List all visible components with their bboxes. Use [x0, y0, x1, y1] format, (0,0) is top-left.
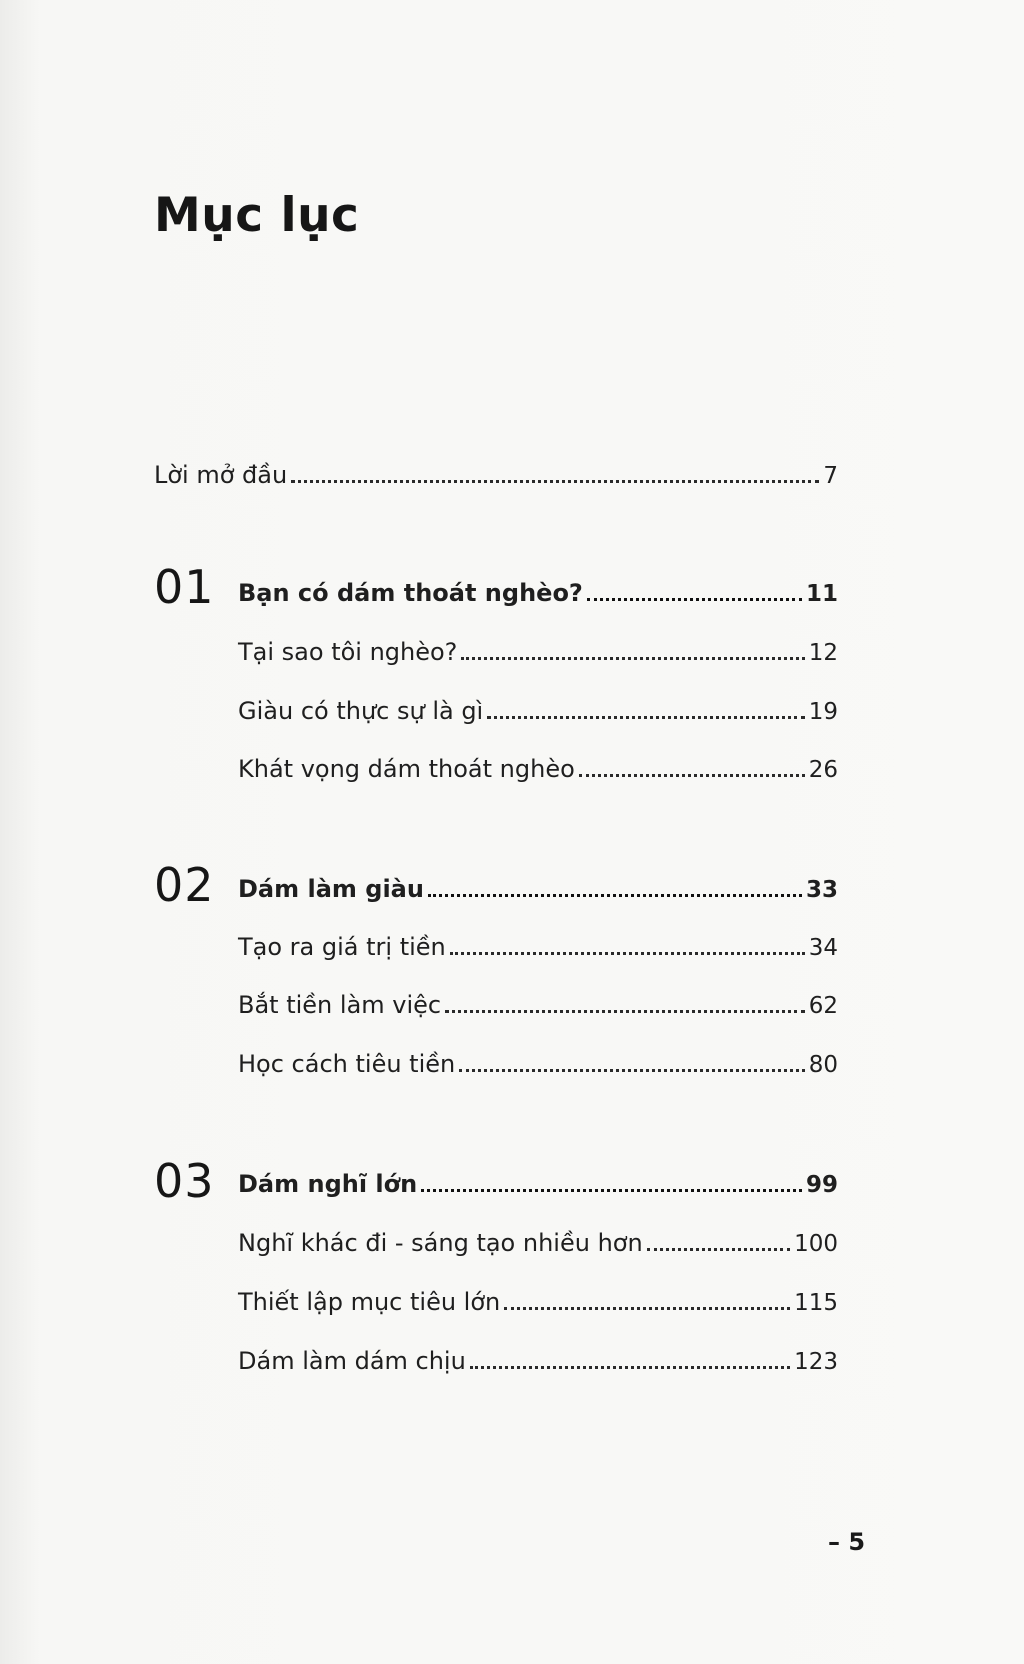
toc-section-page: 62 — [808, 993, 838, 1019]
toc-chapter-title: Dám nghĩ lớn — [238, 1170, 418, 1198]
toc-section-entry — [238, 694, 838, 728]
toc-section-page: 26 — [808, 757, 838, 783]
toc-section-entry — [238, 1047, 838, 1081]
toc-section-page: 123 — [794, 1349, 838, 1375]
dot-leader — [461, 657, 804, 660]
toc-section-label: Tại sao tôi nghèo? — [238, 638, 458, 666]
toc-section-label: Dám làm dám chịu — [238, 1347, 466, 1375]
chapter-number: 03 — [154, 1154, 215, 1208]
toc-entry-page: 7 — [823, 463, 838, 489]
toc-section-label: Khát vọng dám thoát nghèo — [238, 755, 575, 783]
dot-leader — [579, 774, 805, 777]
toc-section-page: 115 — [794, 1290, 838, 1316]
toc-entry-intro — [154, 458, 838, 492]
toc-chapter-entry — [238, 576, 838, 610]
toc-section-entry — [238, 635, 838, 669]
toc-section-entry — [238, 1285, 838, 1319]
toc-section-entry — [238, 752, 838, 786]
dot-leader — [450, 952, 805, 955]
toc-chapter-entry — [238, 872, 838, 906]
toc-chapter-page: 11 — [805, 581, 838, 607]
toc-section-page: 100 — [794, 1231, 838, 1257]
page-number: – 5 — [828, 1528, 866, 1556]
dot-leader — [445, 1010, 805, 1013]
toc-section-label: Giàu có thực sự là gì — [238, 697, 484, 725]
toc-section-entry — [238, 1344, 838, 1378]
toc-chapter-page: 33 — [805, 877, 838, 903]
toc-section-entry — [238, 988, 838, 1022]
dot-leader — [587, 598, 802, 601]
toc-section-page: 80 — [808, 1052, 838, 1078]
toc-chapter-entry — [238, 1167, 838, 1201]
toc-section-label: Tạo ra giá trị tiền — [238, 933, 446, 961]
toc-section-page: 19 — [808, 699, 838, 725]
dot-leader — [421, 1189, 802, 1192]
toc-section-page: 12 — [808, 640, 838, 666]
dot-leader — [504, 1307, 790, 1310]
dot-leader — [470, 1366, 790, 1369]
toc-section-entry — [238, 1226, 838, 1260]
toc-section-label: Nghĩ khác đi - sáng tạo nhiều hơn — [238, 1229, 643, 1257]
chapter-number: 01 — [154, 560, 215, 614]
toc-chapter-page: 99 — [805, 1172, 838, 1198]
toc-entry-label: Lời mở đầu — [154, 461, 288, 489]
toc-section-label: Bắt tiền làm việc — [238, 991, 442, 1019]
dot-leader — [428, 894, 802, 897]
toc-section-page: 34 — [808, 935, 838, 961]
dot-leader — [291, 480, 819, 483]
page-title: Mục lục — [154, 188, 360, 243]
toc-chapter-title: Dám làm giàu — [238, 875, 424, 903]
chapter-number: 02 — [154, 858, 215, 912]
dot-leader — [459, 1069, 804, 1072]
toc-section-label: Thiết lập mục tiêu lớn — [238, 1288, 501, 1316]
toc-chapter-title: Bạn có dám thoát nghèo? — [238, 579, 583, 607]
dot-leader — [647, 1248, 790, 1251]
dot-leader — [487, 716, 804, 719]
toc-section-label: Học cách tiêu tiền — [238, 1050, 456, 1078]
toc-section-entry — [238, 930, 838, 964]
